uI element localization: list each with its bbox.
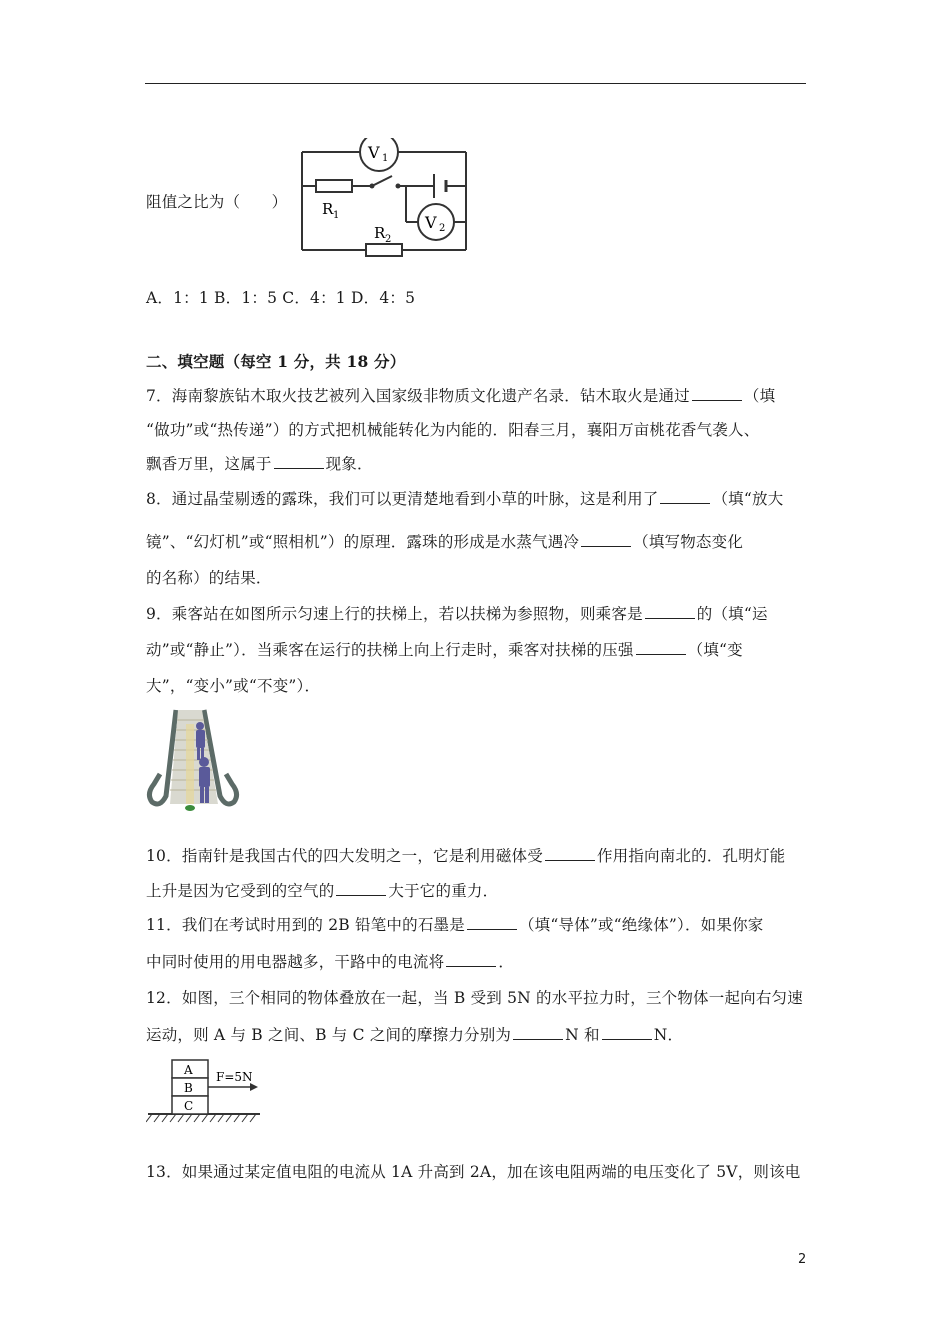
q10-text-b: 作用指向南北的．孔明灯能 bbox=[596, 847, 786, 865]
q9-text-b: 的（填“运 bbox=[696, 605, 768, 623]
q8-blank-1[interactable] bbox=[660, 502, 710, 504]
v2-subscript: 2 bbox=[439, 223, 446, 234]
q7-line-1 bbox=[146, 384, 775, 406]
q6-tail-text: 阻值之比为（ ） bbox=[146, 193, 288, 211]
q10-text-d: 大于它的重力． bbox=[388, 882, 499, 900]
q7-line-2: “做功”或“热传递”）的方式把机械能转化为内能的．阳春三月，襄阳万亩桃花香气袭人、 bbox=[146, 421, 760, 439]
v1-label: V bbox=[368, 143, 380, 162]
q9-text-d: （填“变 bbox=[687, 641, 743, 659]
q11-blank-2[interactable] bbox=[446, 965, 496, 967]
q9-blank-2[interactable] bbox=[636, 653, 686, 655]
q8-blank-2[interactable] bbox=[581, 545, 631, 547]
q11-text-a: 11．我们在考试时用到的 2B 铅笔中的石墨是 bbox=[146, 916, 465, 934]
r1-subscript: 1 bbox=[333, 210, 340, 221]
q8-text-b: （填“放大 bbox=[712, 490, 784, 508]
q13-line-1: 13．如果通过某定值电阻的电流从 1A 升高到 2A，加在该电阻两端的电压变化了 5V，则该电 bbox=[146, 1163, 801, 1181]
q12-line-1: 12．如图，三个相同的物体叠放在一起，当 B 受到 5N 的水平拉力时，三个物体一起向右匀速 bbox=[146, 989, 803, 1007]
escalator-figure bbox=[146, 704, 240, 814]
q7-line-3 bbox=[146, 452, 373, 474]
q8-text-c: 镜”、“幻灯机”或“照相机”）的原理．露珠的形成是水蒸气遇冷 bbox=[146, 533, 580, 551]
q12-text-a: 运动，则 A 与 B 之间、B 与 C 之间的摩擦力分别为 bbox=[146, 1026, 512, 1044]
q12-text-c: N． bbox=[653, 1026, 684, 1044]
block-b-label: B bbox=[184, 1081, 193, 1095]
q6-options: A．1：1 B．1：5 C．4：1 D．4：5 bbox=[146, 289, 416, 307]
page-number: 2 bbox=[798, 1252, 807, 1267]
q10-text-a: 10．指南针是我国古代的四大发明之一，它是利用磁体受 bbox=[146, 847, 543, 865]
q10-line-2 bbox=[146, 879, 498, 901]
q9-text-a: 9．乘客站在如图所示匀速上行的扶梯上，若以扶梯为参照物，则乘客是 bbox=[146, 605, 643, 623]
q11-text-d: ． bbox=[498, 953, 515, 971]
v1-subscript: 1 bbox=[382, 153, 389, 164]
q9-line-1 bbox=[146, 602, 768, 624]
q10-blank-2[interactable] bbox=[336, 894, 386, 896]
q11-line-2 bbox=[146, 950, 514, 972]
r1-label: R bbox=[322, 200, 334, 218]
q11-blank-1[interactable] bbox=[467, 928, 517, 930]
q12-line-2 bbox=[146, 1023, 683, 1045]
q10-blank-1[interactable] bbox=[545, 859, 595, 861]
circuit-diagram bbox=[294, 138, 478, 262]
q12-blank-2[interactable] bbox=[602, 1038, 652, 1040]
r2-subscript: 2 bbox=[385, 234, 392, 245]
q8-line-3: 的名称）的结果． bbox=[146, 569, 272, 587]
q12-blank-1[interactable] bbox=[513, 1038, 563, 1040]
q11-text-c: 中同时使用的用电器越多，干路中的电流将 bbox=[146, 953, 445, 971]
header-rule bbox=[145, 83, 806, 84]
q7-text-c: 飘香万里，这属于 bbox=[146, 455, 272, 473]
q9-line-2 bbox=[146, 638, 743, 660]
q9-blank-1[interactable] bbox=[645, 617, 695, 619]
q8-text-d: （填写物态变化 bbox=[633, 533, 744, 551]
q8-line-2 bbox=[146, 530, 743, 552]
block-a-label: A bbox=[184, 1063, 193, 1077]
q7-text-d: 现象． bbox=[325, 455, 373, 473]
q7-text-b: （填 bbox=[743, 387, 776, 405]
stacked-blocks-figure bbox=[146, 1054, 264, 1124]
section-heading: 二、填空题（每空 1 分，共 18 分） bbox=[146, 352, 406, 371]
q9-line-3: 大”，“变小”或“不变”）． bbox=[146, 677, 321, 695]
block-c-label: C bbox=[184, 1099, 194, 1113]
q8-text-a: 8．通过晶莹剔透的露珠，我们可以更清楚地看到小草的叶脉，这是利用了 bbox=[146, 490, 659, 508]
v2-label: V bbox=[425, 213, 437, 232]
r2-label: R bbox=[374, 224, 386, 242]
q12-text-b: N 和 bbox=[565, 1026, 600, 1044]
q7-blank-1[interactable] bbox=[692, 399, 742, 401]
q10-line-1 bbox=[146, 844, 785, 866]
q10-text-c: 上升是因为它受到的空气的 bbox=[146, 882, 335, 900]
q11-line-1 bbox=[146, 913, 764, 935]
q7-text-a: 7．海南黎族钻木取火技艺被列入国家级非物质文化遗产名录．钻木取火是通过 bbox=[146, 387, 690, 405]
q11-text-b: （填“导体”或“绝缘体”）．如果你家 bbox=[518, 916, 764, 934]
force-label: F=5N bbox=[216, 1070, 253, 1084]
q9-text-c: 动”或“静止”）．当乘客在运行的扶梯上向上行走时，乘客对扶梯的压强 bbox=[146, 641, 634, 659]
q8-line-1 bbox=[146, 487, 783, 509]
q7-blank-2[interactable] bbox=[274, 467, 324, 469]
